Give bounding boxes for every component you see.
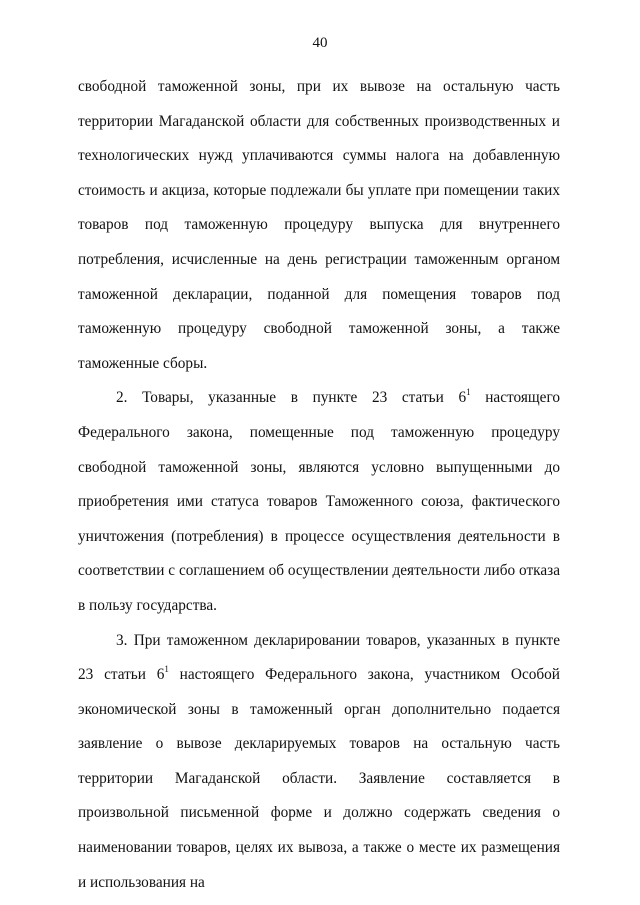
- paragraph-1: [78, 70, 560, 381]
- paragraph-3-text-start: 3. При таможенном декларировании товаров, указанных в пункте 23 статьи 6: [78, 631, 560, 684]
- document-body: [78, 70, 560, 900]
- paragraph-2-text-end: настоящего Федерального закона, помещенные под таможенную процедуру свободной таможенной зоны, являются условно выпущенными до приобретения ими статуса товаров Таможенного союза, фактического уничтожения (потребления) в процессе осуществления деятельности в соответствии с соглашением об осуществлении деятельности либо отказа в пользу государства.: [78, 389, 560, 614]
- page-number: 40: [312, 35, 328, 51]
- paragraph-2-superscript: 1: [466, 387, 471, 398]
- paragraph-1-text: свободной таможенной зоны, при их вывозе на остальную часть территории Магаданской области для собственных производственных и технологических нужд уплачиваются суммы налога на добавленную стоимость и акциза, которые подлежали бы уплате при помещении таких товаров под таможенную процедуру выпуска для внутреннего потребления, исчисленные на день регистрации таможенным органом таможенной декларации, поданной для помещения товаров под таможенную процедуру свободной таможенной зоны, а также таможенные сборы.: [78, 78, 560, 372]
- paragraph-3: [78, 624, 560, 901]
- paragraph-3-text-end: настоящего Федерального закона, участником Особой экономической зоны в таможенный орган дополнительно подается заявление о вывозе декларируемых товаров на остальную часть территории Магаданской области. Заявление составляется в произвольной письменной форме и должно содержать сведения о наименовании товаров, целях их вывоза, а также о месте их размещения и использования на: [78, 666, 560, 891]
- paragraph-2-text-start: 2. Товары, указанные в пункте 23 статьи 6: [116, 389, 467, 407]
- paragraph-2: [78, 381, 560, 623]
- paragraph-3-superscript: 1: [164, 664, 169, 675]
